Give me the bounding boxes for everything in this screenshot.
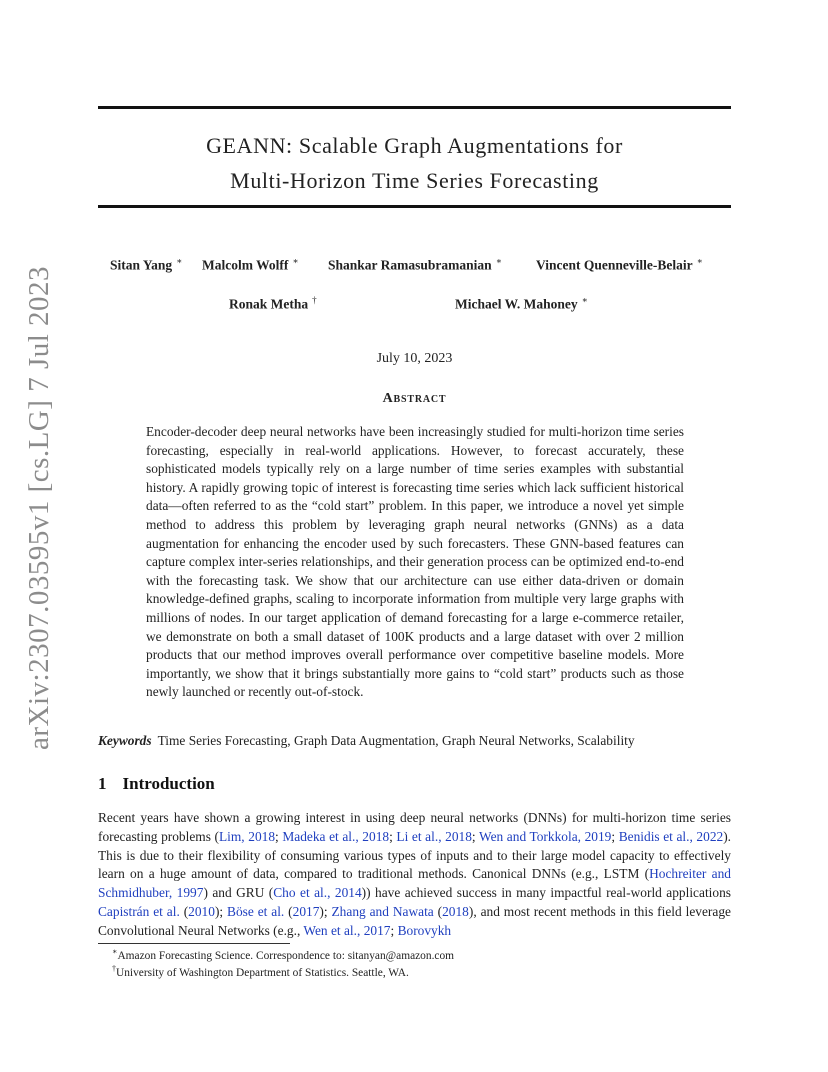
- citation-link[interactable]: Wen et al., 2017: [303, 922, 391, 938]
- keywords-label: Keywords: [98, 733, 152, 748]
- citation-link[interactable]: Böse et al.: [227, 903, 285, 919]
- author-name: Sitan Yang: [110, 257, 173, 273]
- footnote-text: University of Washington Department of Statistics. Seattle, WA.: [116, 966, 409, 979]
- footnote-1: [112, 947, 454, 962]
- intro-text: Recent years have shown a growing interest in using deep neural networks (DNNs) for multi-horizon time series forecasting problems (: [98, 810, 731, 844]
- abstract-text: Encoder-decoder deep neural networks have been increasingly studied for multi-horizon time series forecasting, especially in real-world applications. However, to forecast accurately, these sophisticated models typically rely on a large number of time series examples with substantial history. A rapidly growing topic of interest is forecasting time series which lack sufficient historical data—often referred to as the “cold start” problem. In this paper, we introduce a novel yet simple method to address this problem by leveraging graph neural networks (GNNs) as a data augmentation for enhancing the encoder used by such forecasters. These GNN-based features can capture complex inter-series relationships, and their generation process can be optimized end-to-end with the forecasting task. We show that our architecture can use either data-driven or domain knowledge-defined graphs, scaling to incorporate information from multiple very large graphs with millions of nodes. In our target application of demand forecasting for a large e-commerce retailer, we demonstrate on both a small dataset of 100K products and a large dataset with over 2 million products that our method improves overall performance over competitive baseline models. More importantly, we show that it brings substantially more gains to “cold start” products such as those newly launched or recently out-of-stock.: [146, 424, 684, 700]
- footnote-mark: †: [112, 964, 116, 973]
- citation-link[interactable]: Wen and Torkkola, 2019: [479, 828, 612, 844]
- author-name: Shankar Ramasubramanian: [328, 257, 492, 273]
- citation-link[interactable]: Madeka et al., 2018: [282, 828, 390, 844]
- intro-text: ;: [389, 828, 397, 844]
- intro-text: ). This is due to their flexibility of consuming various types of inputs and to their large model capacity to effectively learn on a huge amount of data, compared to traditional methods. Canonical DNNs (e.g., LSTM (: [98, 828, 732, 882]
- citation-link[interactable]: Hochreiter and Schmidhuber, 1997: [98, 866, 731, 901]
- section-heading: [98, 774, 215, 794]
- author: [229, 295, 317, 313]
- title-bottom-rule: [98, 205, 731, 208]
- citation-year-link[interactable]: 2010: [188, 903, 215, 919]
- author-affiliation-mark: ∗: [696, 256, 703, 266]
- title-line-1: GEANN: Scalable Graph Augmentations for: [206, 133, 623, 158]
- intro-text: ;: [471, 828, 479, 844]
- author: [455, 295, 588, 313]
- intro-text: ;: [275, 828, 283, 844]
- author: [328, 256, 502, 274]
- author-name: Michael W. Mahoney: [455, 296, 578, 312]
- intro-text: )) have achieved success in many impactful real-world applications: [361, 885, 731, 901]
- intro-text: (: [284, 903, 293, 919]
- section-number: 1: [98, 774, 107, 793]
- citation-link[interactable]: Capistrán et al.: [98, 903, 180, 919]
- citation-link[interactable]: Zhang and Nawata: [331, 903, 434, 919]
- citation-link[interactable]: Benidis et al., 2022: [618, 828, 724, 844]
- intro-text: );: [319, 903, 332, 919]
- author-affiliation-mark: ∗: [495, 256, 502, 266]
- publication-date: July 10, 2023: [376, 351, 453, 366]
- arxiv-identifier-stamp: arXiv:2307.03595v1 [cs.LG] 7 Jul 2023: [23, 265, 55, 750]
- author: [110, 256, 182, 274]
- paper-title: [98, 128, 731, 198]
- footnote-mark: ∗: [112, 947, 118, 956]
- citation-link[interactable]: Li et al., 2018: [396, 828, 472, 844]
- intro-text: );: [214, 903, 228, 919]
- author-affiliation-mark: ∗: [292, 256, 299, 266]
- introduction-paragraph: [98, 809, 731, 941]
- footnote-text: Amazon Forecasting Science. Correspondence to: sitanyan@amazon.com: [117, 949, 455, 962]
- author: [202, 256, 298, 274]
- intro-text: (: [179, 903, 189, 919]
- citation-link[interactable]: Lim, 2018: [218, 828, 276, 844]
- author-name: Ronak Metha: [229, 296, 309, 312]
- footnote-2: [112, 964, 409, 979]
- author-name: Malcolm Wolff: [202, 257, 289, 273]
- author-affiliation-mark: †: [312, 295, 317, 305]
- keywords-line: [98, 733, 731, 749]
- abstract-heading: Abstract: [382, 391, 447, 406]
- intro-text: ) and GRU (: [203, 885, 274, 901]
- author-affiliation-mark: ∗: [176, 256, 183, 266]
- section-title: Introduction: [122, 774, 215, 793]
- intro-text: ;: [390, 922, 398, 938]
- intro-text: ), and most recent methods in this field leverage Convolutional Neural Networks (e.g.,: [98, 903, 731, 938]
- citation-link[interactable]: Cho et al., 2014: [273, 885, 362, 901]
- citation-year-link[interactable]: 2017: [292, 903, 320, 919]
- title-top-rule: [98, 106, 731, 109]
- intro-text: ;: [611, 828, 619, 844]
- citation-link[interactable]: Borovykh: [397, 922, 452, 938]
- intro-text: (: [433, 903, 443, 919]
- footnote-rule: [98, 943, 290, 944]
- author-name: Vincent Quenneville-Belair: [536, 257, 693, 273]
- citation-year-link[interactable]: 2018: [442, 903, 469, 919]
- author: [536, 256, 703, 274]
- title-line-2: Multi-Horizon Time Series Forecasting: [230, 168, 599, 193]
- author-affiliation-mark: ∗: [581, 295, 588, 305]
- keywords-text: Time Series Forecasting, Graph Data Augmentation, Graph Neural Networks, Scalability: [157, 733, 635, 748]
